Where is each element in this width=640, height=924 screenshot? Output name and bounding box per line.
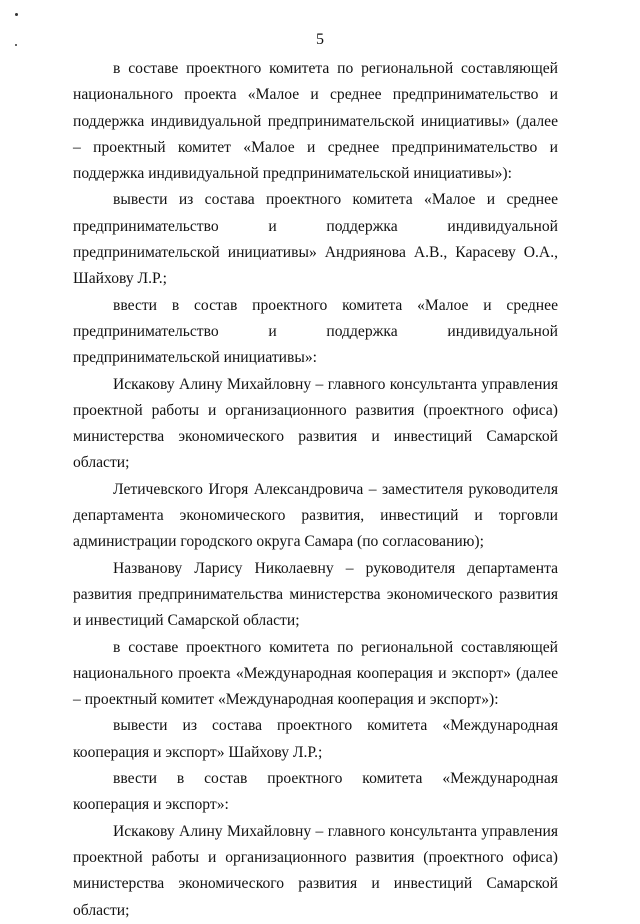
paragraph-remove-members-small-business: вывести из состава проектного комитета «Малое и среднее предпринимательство и поддержка индивидуальной предпринимательской инициативы» Андриянова А.В., Карасеву О.А., Шайхову Л.Р.;	[73, 191, 558, 288]
paragraph-committee-export: в составе проектного комитета по региональной составляющей национального проекта «Международная кооперация и экспорт» (далее – проектный комитет «Международная кооперация и экспорт»):	[73, 638, 558, 709]
paragraph-member-iskakova: Искакову Алину Михайловну – главного консультанта управления проектной работы и организационного развития (проектного офиса) министерства экономического развития и инвестиций Самарской области;	[73, 375, 558, 472]
paragraph-remove-members-export: вывести из состава проектного комитета «Международная кооперация и экспорт» Шайхову Л.Р.;	[73, 717, 558, 761]
paragraph-add-members-export: ввести в состав проектного комитета «Международная кооперация и экспорт»:	[73, 770, 558, 814]
paragraph-committee-small-business: в составе проектного комитета по региональной составляющей национального проекта «Малое и среднее предпринимательство и поддержка индивидуальной предпринимательской инициативы» (далее – проектный комитет «Малое и среднее предпринимательство и поддержка индивидуальной предпринимательской инициативы»):	[73, 60, 558, 183]
paragraph-add-members-small-business: ввести в состав проектного комитета «Малое и среднее предпринимательство и поддержка индивидуальной предпринимательской инициативы»:	[73, 296, 558, 367]
scan-speck	[15, 13, 18, 16]
page-number: 5	[316, 31, 324, 48]
paragraph-member-letichevsky: Летичевского Игоря Александровича – заместителя руководителя департамента экономического развития, инвестиций и торговли администрации городского округа Самара (по согласованию);	[73, 480, 558, 551]
paragraph-member-nazvanova: Названову Ларису Николаевну – руководителя департамента развития предпринимательства министерства экономического развития и инвестиций Самарской области;	[73, 559, 558, 630]
paragraph-member-iskakova-export: Искакову Алину Михайловну – главного консультанта управления проектной работы и организационного развития (проектного офиса) министерства экономического развития и инвестиций Самарской области;	[73, 822, 558, 919]
document-body	[73, 56, 558, 924]
